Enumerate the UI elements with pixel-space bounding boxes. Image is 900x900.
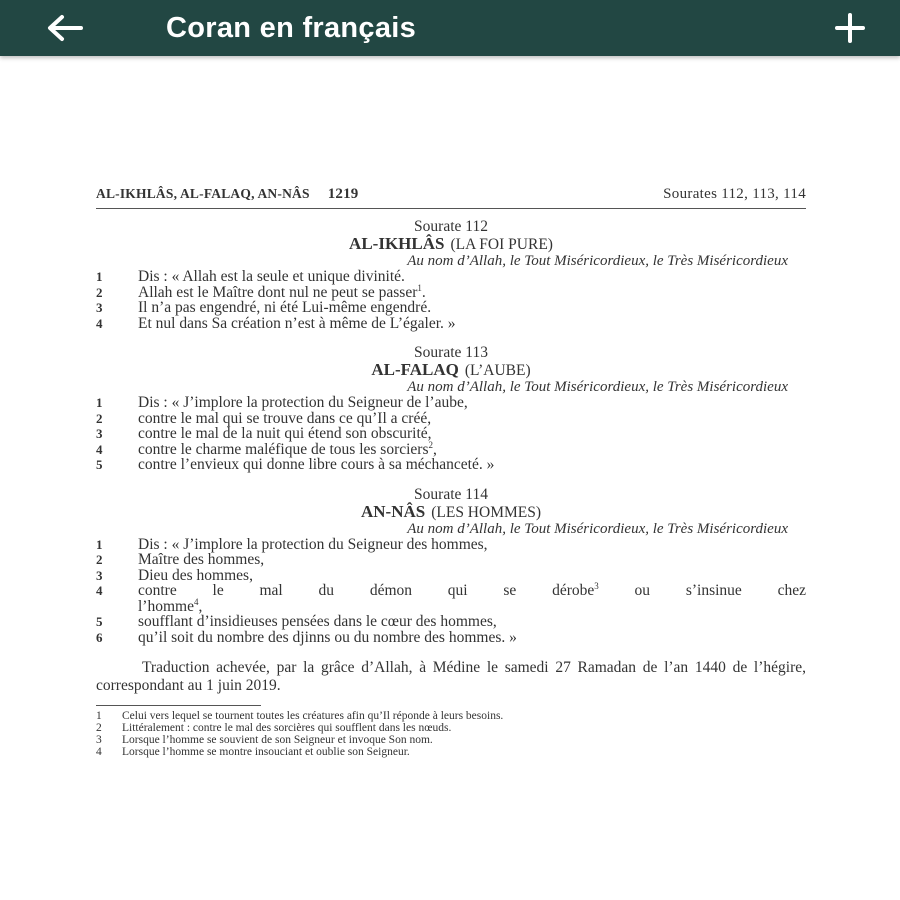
basmala: Au nom d’Allah, le Tout Miséricordieux, le Très Miséricordieux [407, 520, 788, 537]
verse [96, 282, 806, 301]
verse-number: 5 [96, 614, 103, 629]
basmala: Au nom d’Allah, le Tout Miséricordieux, le Très Miséricordieux [407, 253, 788, 269]
running-head-surahs: AL-IKHLÂS, AL-FALAQ, AN-NÂS [96, 186, 310, 201]
verse-text-segment: Allah est le Maître dont nul ne peut se passer [138, 283, 418, 301]
surah-name-arabic: AL-IKHLÂS [349, 234, 445, 253]
back-button[interactable] [40, 8, 90, 48]
verse-text [138, 580, 806, 599]
surah-list [96, 218, 806, 645]
surah-number: Sourate 112 [414, 218, 488, 235]
verse-text-segment: contre le mal du démon qui se dérobe [138, 582, 595, 599]
verse-text-segment: contre le mal qui se trouve dans ce qu’Il a créé, [138, 409, 432, 427]
verse [96, 580, 806, 599]
verse-number: 6 [96, 629, 103, 645]
verse [96, 568, 806, 584]
surah-name-french: (LA FOI PURE) [450, 236, 553, 253]
surah-block [96, 486, 806, 646]
plus-icon [834, 12, 866, 44]
verse [96, 411, 806, 427]
verse-number: 2 [96, 284, 103, 300]
footnote-text: Littéralement : contre le mal des sorcières qui soufflent dans les nœuds. [122, 722, 452, 734]
verse [96, 300, 806, 316]
verse-number: 3 [96, 300, 103, 315]
footnote-marker: 2 [428, 439, 434, 450]
footnote-marker: 3 [594, 580, 599, 591]
surah-name-arabic: AN-NÂS [360, 501, 426, 521]
verse-text [138, 282, 806, 301]
verse-number: 2 [96, 410, 103, 426]
verse-number: 3 [96, 567, 103, 583]
verse-text-segment: soufflant d’insidieuses pensées dans le cœur des hommes, [138, 613, 497, 630]
verse-text-segment: Maître des hommes, [138, 551, 265, 568]
verse-text [138, 596, 806, 615]
verse-text-segment: contre l’envieux qui donne libre cours à sa méchanceté. » [138, 456, 495, 473]
surah-title [96, 503, 806, 521]
verse-text-segment: Dis : « J’implore la protection du Seigneur de l’aube, [138, 394, 468, 411]
verse [96, 596, 806, 615]
verse [96, 439, 806, 458]
verse-number: 5 [96, 457, 103, 472]
verse-text [138, 568, 806, 584]
footnote-text: Lorsque l’homme se souvient de son Seigneur et invoque Son nom. [122, 734, 433, 746]
verse-text [138, 457, 806, 473]
verse [96, 614, 806, 630]
verse-text [138, 411, 806, 427]
surah-title [96, 235, 806, 253]
verse-text [138, 614, 806, 630]
verse-number [96, 599, 138, 615]
verse-number: 4 [96, 315, 103, 331]
verse [96, 457, 806, 473]
running-head-title [96, 186, 359, 203]
footnote [96, 710, 806, 722]
verse-text-segment: contre le mal de la nuit qui étend son obscurité, [138, 425, 432, 442]
app-title: Coran en français [166, 12, 417, 44]
verse-text-segment: Dis : « J’implore la protection du Seigneur des hommes, [138, 535, 488, 553]
surah-title [96, 361, 806, 379]
verse-number: 4 [96, 583, 103, 598]
verse-text [138, 300, 806, 316]
verse-text [138, 552, 806, 568]
verse-text [138, 269, 806, 285]
footnote-rule [96, 705, 261, 706]
verse [96, 316, 806, 332]
verse-number: 3 [96, 426, 103, 441]
verse-text [138, 426, 806, 442]
verse [96, 630, 806, 646]
footnote-text: Celui vers lequel se tournent toutes les créatures afin qu’Il réponde à leurs besoins. [122, 710, 504, 722]
page-number: 1219 [327, 186, 359, 202]
surah-number: Sourate 114 [414, 485, 488, 503]
add-button[interactable] [826, 6, 874, 50]
verse [96, 426, 806, 442]
verse-text-segment: contre le charme maléfique de tous les sorciers [138, 440, 429, 458]
surah-block [96, 218, 806, 331]
colophon: Traduction achevée, par la grâce d’Allah, à Médine le samedi 27 Ramadan de l’an 1440 de l’hégire, correspondant au 1 juin 2019. [96, 659, 806, 694]
app-bar [0, 0, 900, 56]
footnote-text: Lorsque l’homme se montre insouciant et oublie son Seigneur. [122, 746, 410, 758]
arrow-left-icon [45, 13, 85, 43]
quran-page [96, 186, 806, 758]
footnote [96, 746, 806, 758]
surah-name-french: (L’AUBE) [464, 362, 531, 379]
running-head-range: Sourates 112, 113, 114 [663, 186, 806, 202]
footnote-number: 3 [96, 734, 102, 746]
verse [96, 269, 806, 285]
verse-text [138, 395, 806, 411]
basmala: Au nom d’Allah, le Tout Miséricordieux, le Très Miséricordieux [407, 379, 788, 395]
surah-number: Sourate 113 [414, 344, 488, 361]
verse-text-segment: qu’il soit du nombre des djinns ou du nombre des hommes. » [138, 628, 517, 646]
footnote [96, 722, 806, 734]
footnote [96, 734, 806, 746]
verse-text-segment: . [421, 283, 426, 301]
verse-text-segment: , [433, 440, 437, 458]
verse-number: 1 [96, 269, 103, 284]
verse [96, 537, 806, 553]
verse-text [138, 630, 806, 646]
footnote-number: 4 [96, 746, 102, 758]
surah-block [96, 344, 806, 473]
verse-text-segment: Et nul dans Sa création n’est à même de L’égaler. » [138, 314, 456, 332]
verse-text [138, 537, 806, 553]
footnote-marker: 4 [193, 596, 199, 607]
footnote-number: 2 [96, 722, 102, 734]
verse-text-segment: Dieu des hommes, [138, 566, 253, 584]
verse-number: 1 [96, 536, 103, 552]
verse-text-segment: l’homme [138, 597, 194, 615]
verse-text-segment: Dis : « Allah est la seule et unique divinité. [138, 268, 405, 285]
surah-name-french: (LES HOMMES) [431, 503, 542, 521]
verse-text-segment: ou s’insinue chez [598, 582, 806, 599]
verse-number: 1 [96, 395, 103, 410]
verse [96, 552, 806, 568]
verse-text [138, 316, 806, 332]
verse-text [138, 439, 806, 458]
verse-text-segment: , [198, 597, 203, 615]
verse-number: 2 [96, 552, 103, 567]
verse [96, 395, 806, 411]
running-head [96, 186, 806, 209]
surah-name-arabic: AL-FALAQ [371, 360, 459, 379]
verse-text-segment: Il n’a pas engendré, ni été Lui-même engendré. [138, 299, 432, 316]
footnote-list [96, 710, 806, 758]
verse-number: 4 [96, 441, 103, 457]
footnote-marker: 1 [417, 282, 422, 293]
footnote-number: 1 [96, 710, 102, 722]
